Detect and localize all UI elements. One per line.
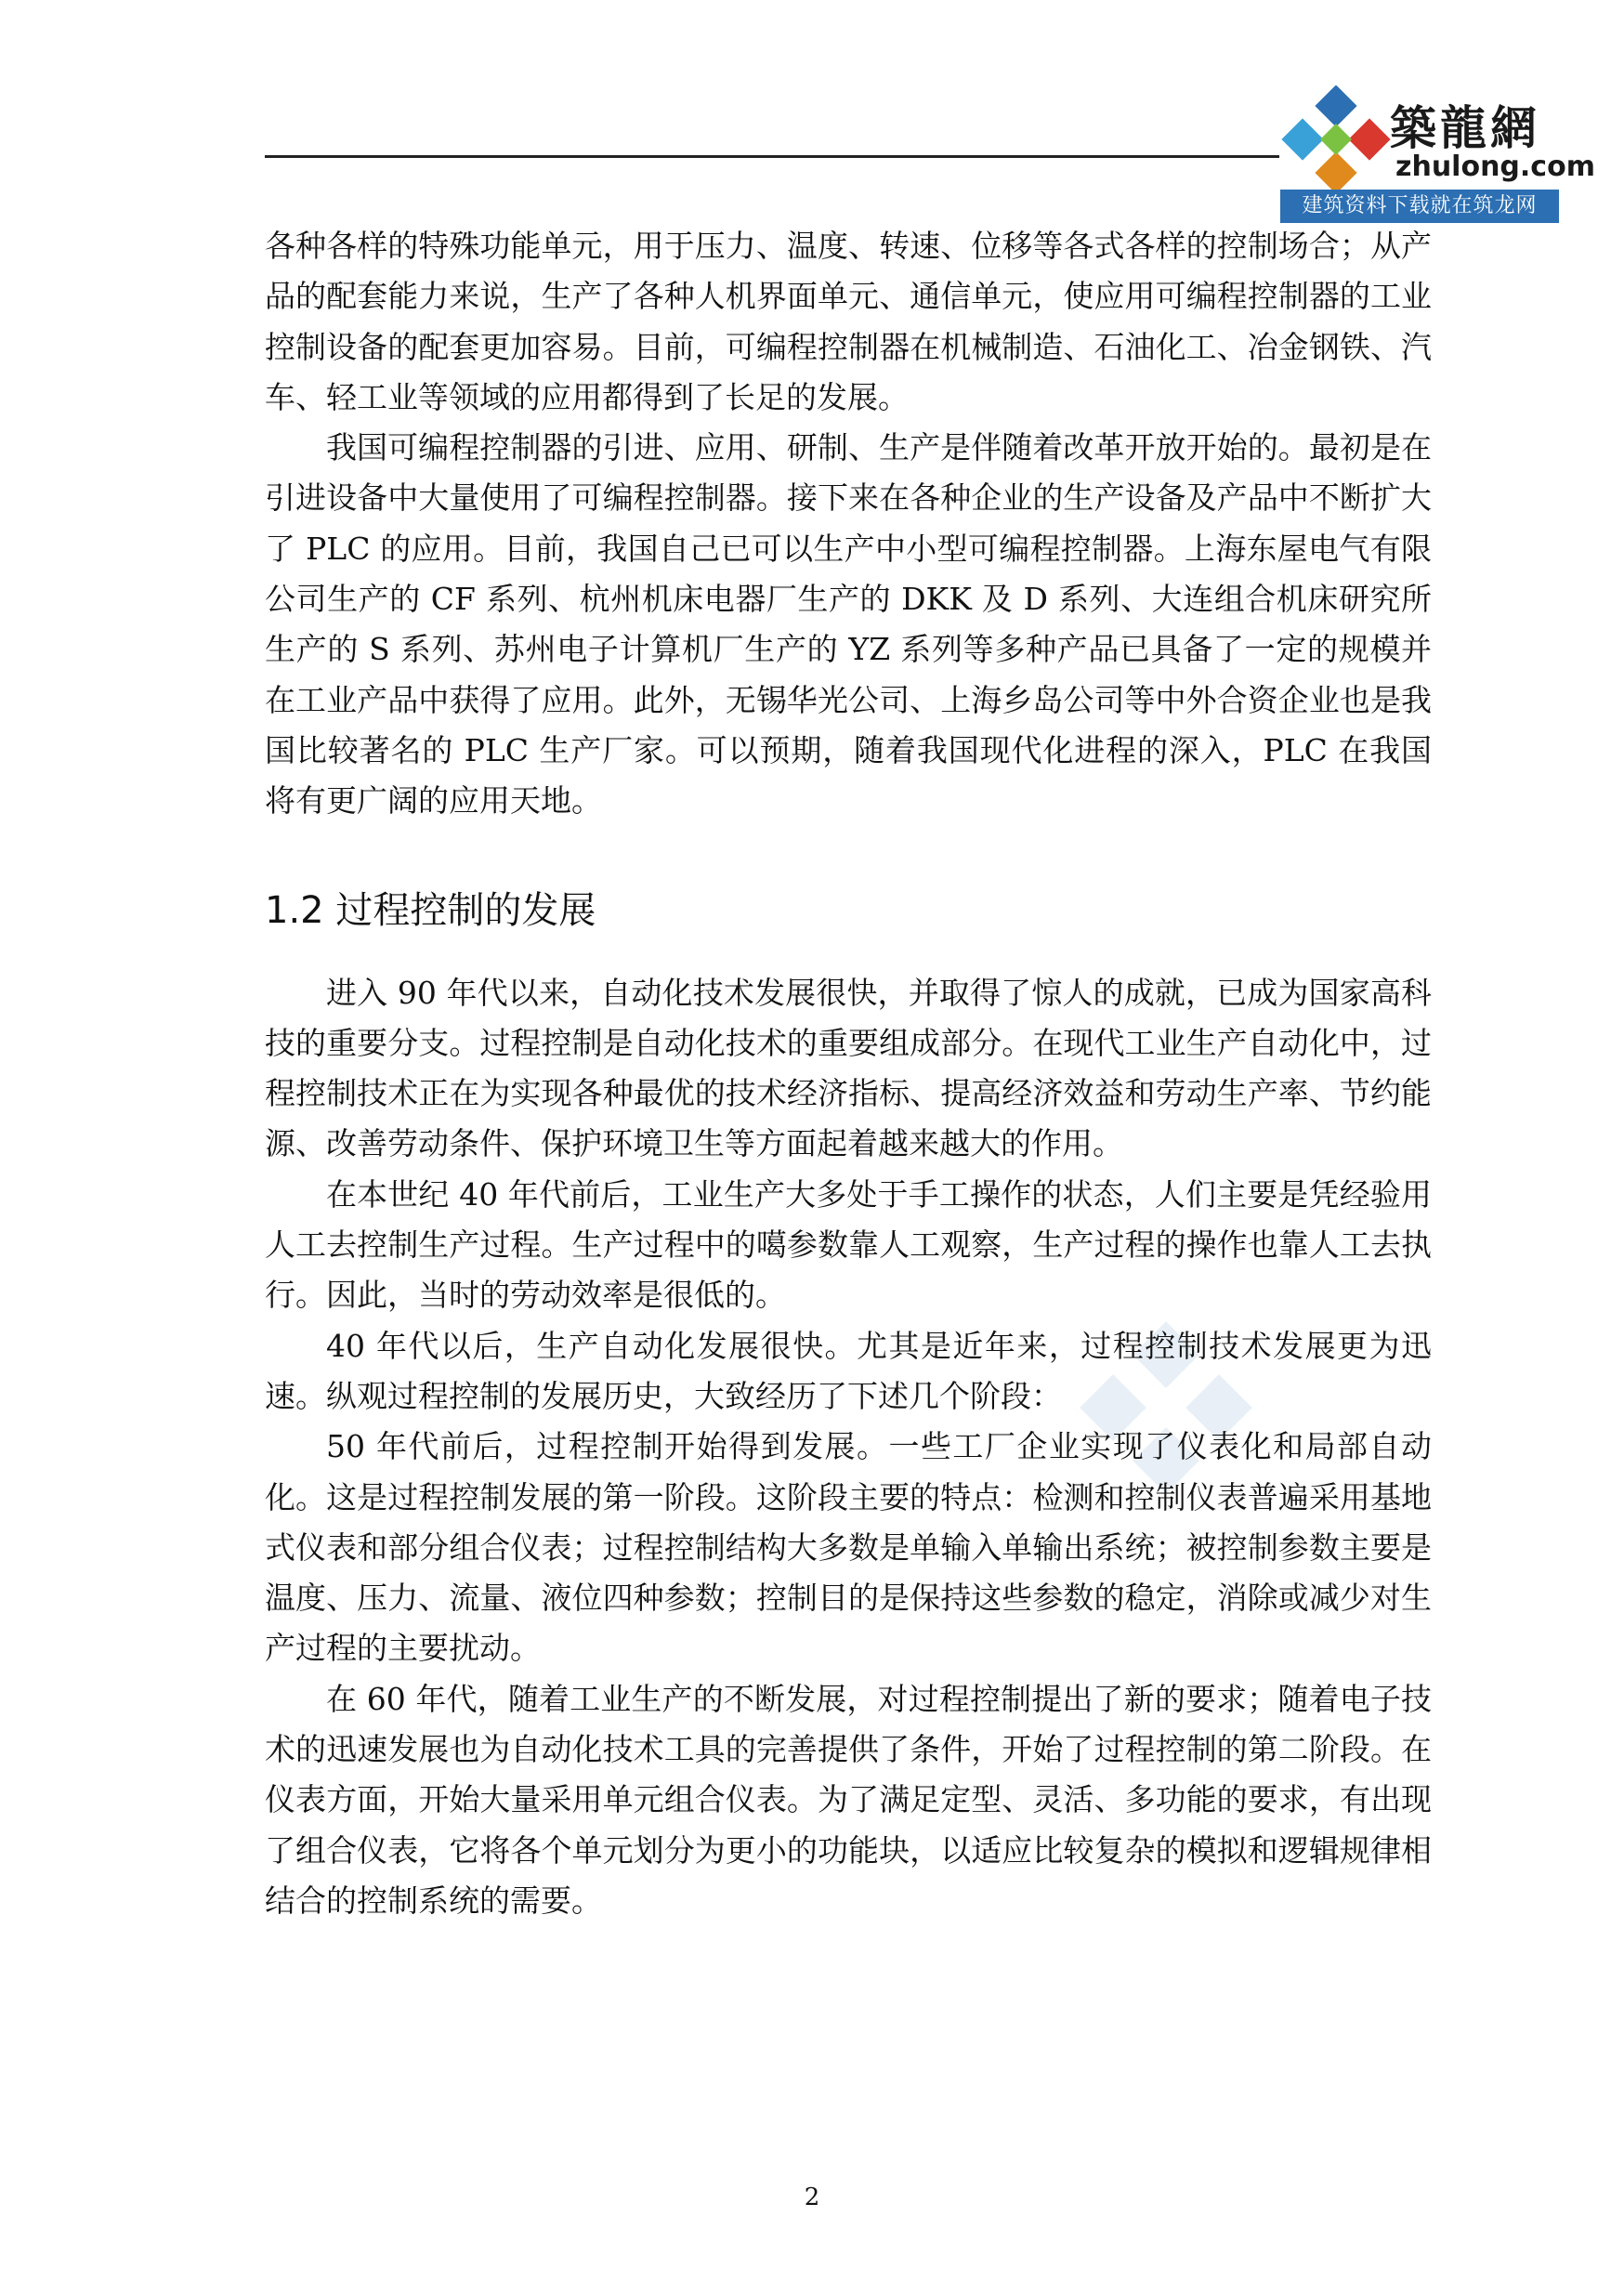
logo-slogan: 建筑资料下载就在筑龙网 xyxy=(1280,190,1559,223)
paragraph: 各种各样的特殊功能单元，用于压力、温度、转速、位移等各式各样的控制场合；从产品的配套能力来说，生产了各种人机界面单元、通信单元，使应用可编程控制器的工业控制设备的配套更加容易。目前，可编程控制器在机械制造、石油化工、冶金钢铁、汽车、轻工业等领域的应用都得到了长足的发展。 xyxy=(265,228,1432,415)
section-heading: 1.2 过程控制的发展 xyxy=(265,888,596,932)
paragraph: 40 年代以后，生产自动化发展很快。尤其是近年来，过程控制技术发展更为迅速。纵观过程控制的发展历史，大致经历了下述几个阶段： xyxy=(265,1327,1432,1414)
logo-mark-icon xyxy=(1280,85,1392,197)
logo-domain: zhulong.com xyxy=(1395,151,1595,183)
page-number: 2 xyxy=(804,2184,820,2211)
header-rule xyxy=(265,155,1279,158)
document-body xyxy=(265,221,1432,1926)
paragraph: 我国可编程控制器的引进、应用、研制、生产是伴随着改革开放开始的。最初是在引进设备中大量使用了可编程控制器。接下来在各种企业的生产设备及产品中不断扩大了 PLC 的应用。目前，我国自己已可以生产中小型可编程控制器。上海东屋电气有限公司生产的 CF 系列、杭州机床电器厂生产的 DKK 及 D 系列、大连组合机床研究所生产的 S 系列、苏州电子计算机厂生产的 YZ 系列等多种产品已具备了一定的规模并在工业产品中获得了应用。此外，无锡华光公司、上海乡岛公司等中外合资企业也是我国比较著名的 PLC 生产厂家。可以预期，随着我国现代化进程的深入，PLC 在我国将有更广阔的应用天地。 xyxy=(265,429,1432,820)
logo-chinese-name: 築龍網 xyxy=(1390,101,1540,155)
paragraph: 进入 90 年代以来，自动化技术发展很快，并取得了惊人的成就，已成为国家高科技的重要分支。过程控制是自动化技术的重要组成部分。在现代工业生产自动化中，过程控制技术正在为实现各种最优的技术经济指标、提高经济效益和劳动生产率、节约能源、改善劳动条件、保护环境卫生等方面起着越来越大的作用。 xyxy=(265,974,1432,1162)
paragraph: 在本世纪 40 年代前后，工业生产大多处于手工操作的状态，人们主要是凭经验用人工去控制生产过程。生产过程中的噶参数靠人工观察，生产过程的操作也靠人工去执行。因此，当时的劳动效率是很低的。 xyxy=(265,1175,1432,1314)
paragraph: 50 年代前后，过程控制开始得到发展。一些工厂企业实现了仪表化和局部自动化。这是过程控制发展的第一阶段。这阶段主要的特点：检测和控制仪表普遍采用基地式仪表和部分组合仪表；过程控制结构大多数是单输入单输出系统；被控制参数主要是温度、压力、流量、液位四种参数；控制目的是保持这些参数的稳定，消除或减少对生产过程的主要扰动。 xyxy=(265,1428,1432,1667)
paragraph: 在 60 年代，随着工业生产的不断发展，对过程控制提出了新的要求；随着电子技术的迅速发展也为自动化技术工具的完善提供了条件，开始了过程控制的第二阶段。在仪表方面，开始大量采用单元组合仪表。为了满足定型、灵活、多功能的要求，有出现了组合仪表，它将各个单元划分为更小的功能块，以适应比较复杂的模拟和逻辑规律相结合的控制系统的需要。 xyxy=(265,1680,1432,1919)
zhulong-logo xyxy=(1280,85,1595,225)
